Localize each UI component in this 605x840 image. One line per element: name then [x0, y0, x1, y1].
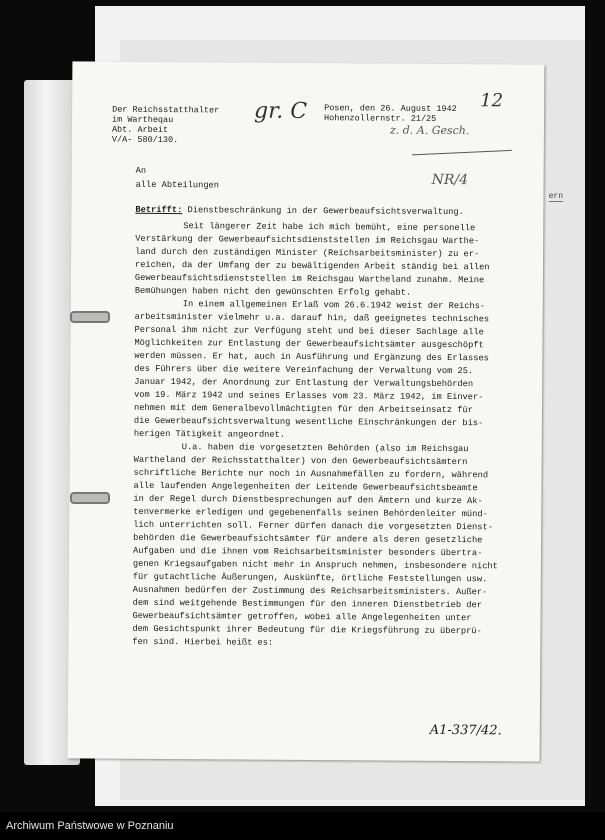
body-line: Ausnahmen bedürfen der Zustimmung des Reichsarbeitsministers. Außer- — [132, 584, 488, 598]
body-line: des Führers über die weitere Vereinfachung der Verwaltung vom 25. — [134, 363, 474, 377]
subject-text: Dienstbeschränkung in der Gewerbeaufsichtsverwaltung. — [182, 205, 464, 218]
body-line: Januar 1942, der Anordnung zur Entlastung der Verwaltungsbehörden — [134, 376, 474, 390]
body-line: Gewerbeaufsichtsämter getroffen, wobei alle Angelegenheiten unter — [132, 610, 472, 624]
body-line: U.a. haben die vorgesetzten Behörden (also im Reichsgau — [181, 442, 469, 455]
date-line: Posen, den 26. August 1942 — [324, 103, 457, 115]
handwritten-strikethrough — [412, 150, 512, 156]
body-line: werden müssen. Er hat, auch in Ausführung und Ergänzung des Erlasses — [134, 350, 489, 364]
letter-page — [68, 61, 545, 761]
body-line: fen sind. Hierbei heißt es: — [132, 636, 274, 648]
letter-body — [132, 220, 540, 652]
handwritten-ref: NR/4 — [431, 171, 469, 189]
body-line: in der Regel durch Dienstbesprechungen auf den Ämtern und kurze Ak- — [133, 493, 483, 507]
body-line: In einem allgemeinen Erlaß vom 26.6.1942 weist der Reichs- — [182, 299, 486, 312]
body-line: Aufgaben und die ihnen vom Reichsarbeitsminister besonders übertra- — [132, 545, 483, 559]
back-sheet-word: ern — [548, 192, 563, 201]
handwritten-initials: gr. C — [254, 98, 308, 125]
body-line: die Gewerbeaufsichtsverwaltung wesentliche Einschränkungen der bis- — [133, 415, 484, 429]
date-block — [324, 103, 457, 124]
sender-block — [112, 105, 219, 146]
binder-ring — [70, 492, 110, 504]
sender-line: V/A- 580/130. — [111, 134, 179, 146]
body-line: arbeitsminister vielmehr u.a. darauf hin, daß geeignetes technisches — [134, 311, 490, 325]
body-line: Seit längerer Zeit habe ich mich bemüht, eine personelle — [183, 221, 476, 234]
sender-line: Abt. Arbeit — [111, 124, 169, 136]
body-line: Wartheland der Reichsstatthalter) von den Gewerbeaufsichtsämtern — [133, 454, 468, 468]
body-line: Möglichkeiten zur Entlastung der Gewerbeaufsichtsämter ausgeschöpft — [134, 337, 484, 351]
body-line: dem sind weitgehende Bestimmungen für den inneren Dienstbetrieb der — [132, 597, 482, 611]
body-line: genen Kriegsaufgaben nicht mehr in Anspruch nehmen, insbesondere nicht — [132, 558, 498, 572]
subject-line — [135, 204, 464, 219]
body-line: lich unterrichten soll. Ferner dürfen danach die vorgesetzten Dienst- — [133, 519, 493, 533]
address-label: An — [135, 165, 147, 176]
body-line: nehmen mit dem Generalbevollmächtigten für den Arbeitseinsatz für — [133, 402, 473, 416]
body-line: Personal ihm nicht zur Verfügung steht und bei dieser Sachlage alle — [134, 324, 484, 338]
address-line: alle Abteilungen — [135, 179, 220, 191]
body-line: dem Gesichtspunkt ihrer Bedeutung für die Kriegsführung zu überprü- — [132, 623, 482, 637]
body-line: Bemühungen haben nicht den gewünschten Erfolg gehabt. — [134, 285, 412, 298]
body-line: tenvermerke erledigen und gegebenenfalls seinen Behördenleiter münd- — [133, 506, 488, 520]
sender-line: Der Reichsstatthalter — [112, 104, 220, 116]
street-line: Hohenzollernstr. 21/25 — [324, 113, 437, 124]
body-line: Verstärkung der Gewerbeaufsichtsdienststellen im Reichsgau Warthe- — [135, 233, 480, 247]
handwritten-page-number: 12 — [480, 90, 504, 112]
body-line: für gutachtliche Äußerungen, Auskünfte, örtliche Feststellungen usw. — [132, 571, 488, 585]
archive-caption: Archiwum Państwowe w Poznaniu — [0, 812, 605, 840]
sender-line: im Wartheqau — [111, 114, 174, 126]
body-line: schriftliche Berichte nur noch in Ausnahmefällen zu fordern, während — [133, 467, 489, 481]
subject-label: Betrifft: — [135, 204, 183, 216]
binder-ring — [70, 311, 110, 323]
body-line: vom 19. März 1942 und seines Erlasses vom 23. März 1942, im Einver- — [134, 389, 484, 403]
body-line: Gewerbeaufsichtsdienststellen im Reichsgau Wartheland zunahm. Meine — [134, 272, 485, 286]
body-line: herigen Tätigkeit angeordnet. — [133, 428, 286, 440]
body-line: behörden die Gewerbeaufsichtsämter für andere als deren gesetzliche — [133, 532, 483, 546]
handwritten-note: z. d. A. Gesch. — [389, 123, 470, 138]
handwritten-file-ref: A1-337/42. — [429, 722, 502, 739]
body-line: reichen, da der Umfang der zu bewältigenden Arbeit ständig bei allen — [134, 259, 490, 273]
body-line: alle laufenden Angelegenheiten der Leitende Gewerbeaufsichtsbeamte — [133, 480, 478, 494]
body-line: land durch den zuständigen Minister (Reichsarbeitsminister) zu er- — [135, 246, 480, 260]
